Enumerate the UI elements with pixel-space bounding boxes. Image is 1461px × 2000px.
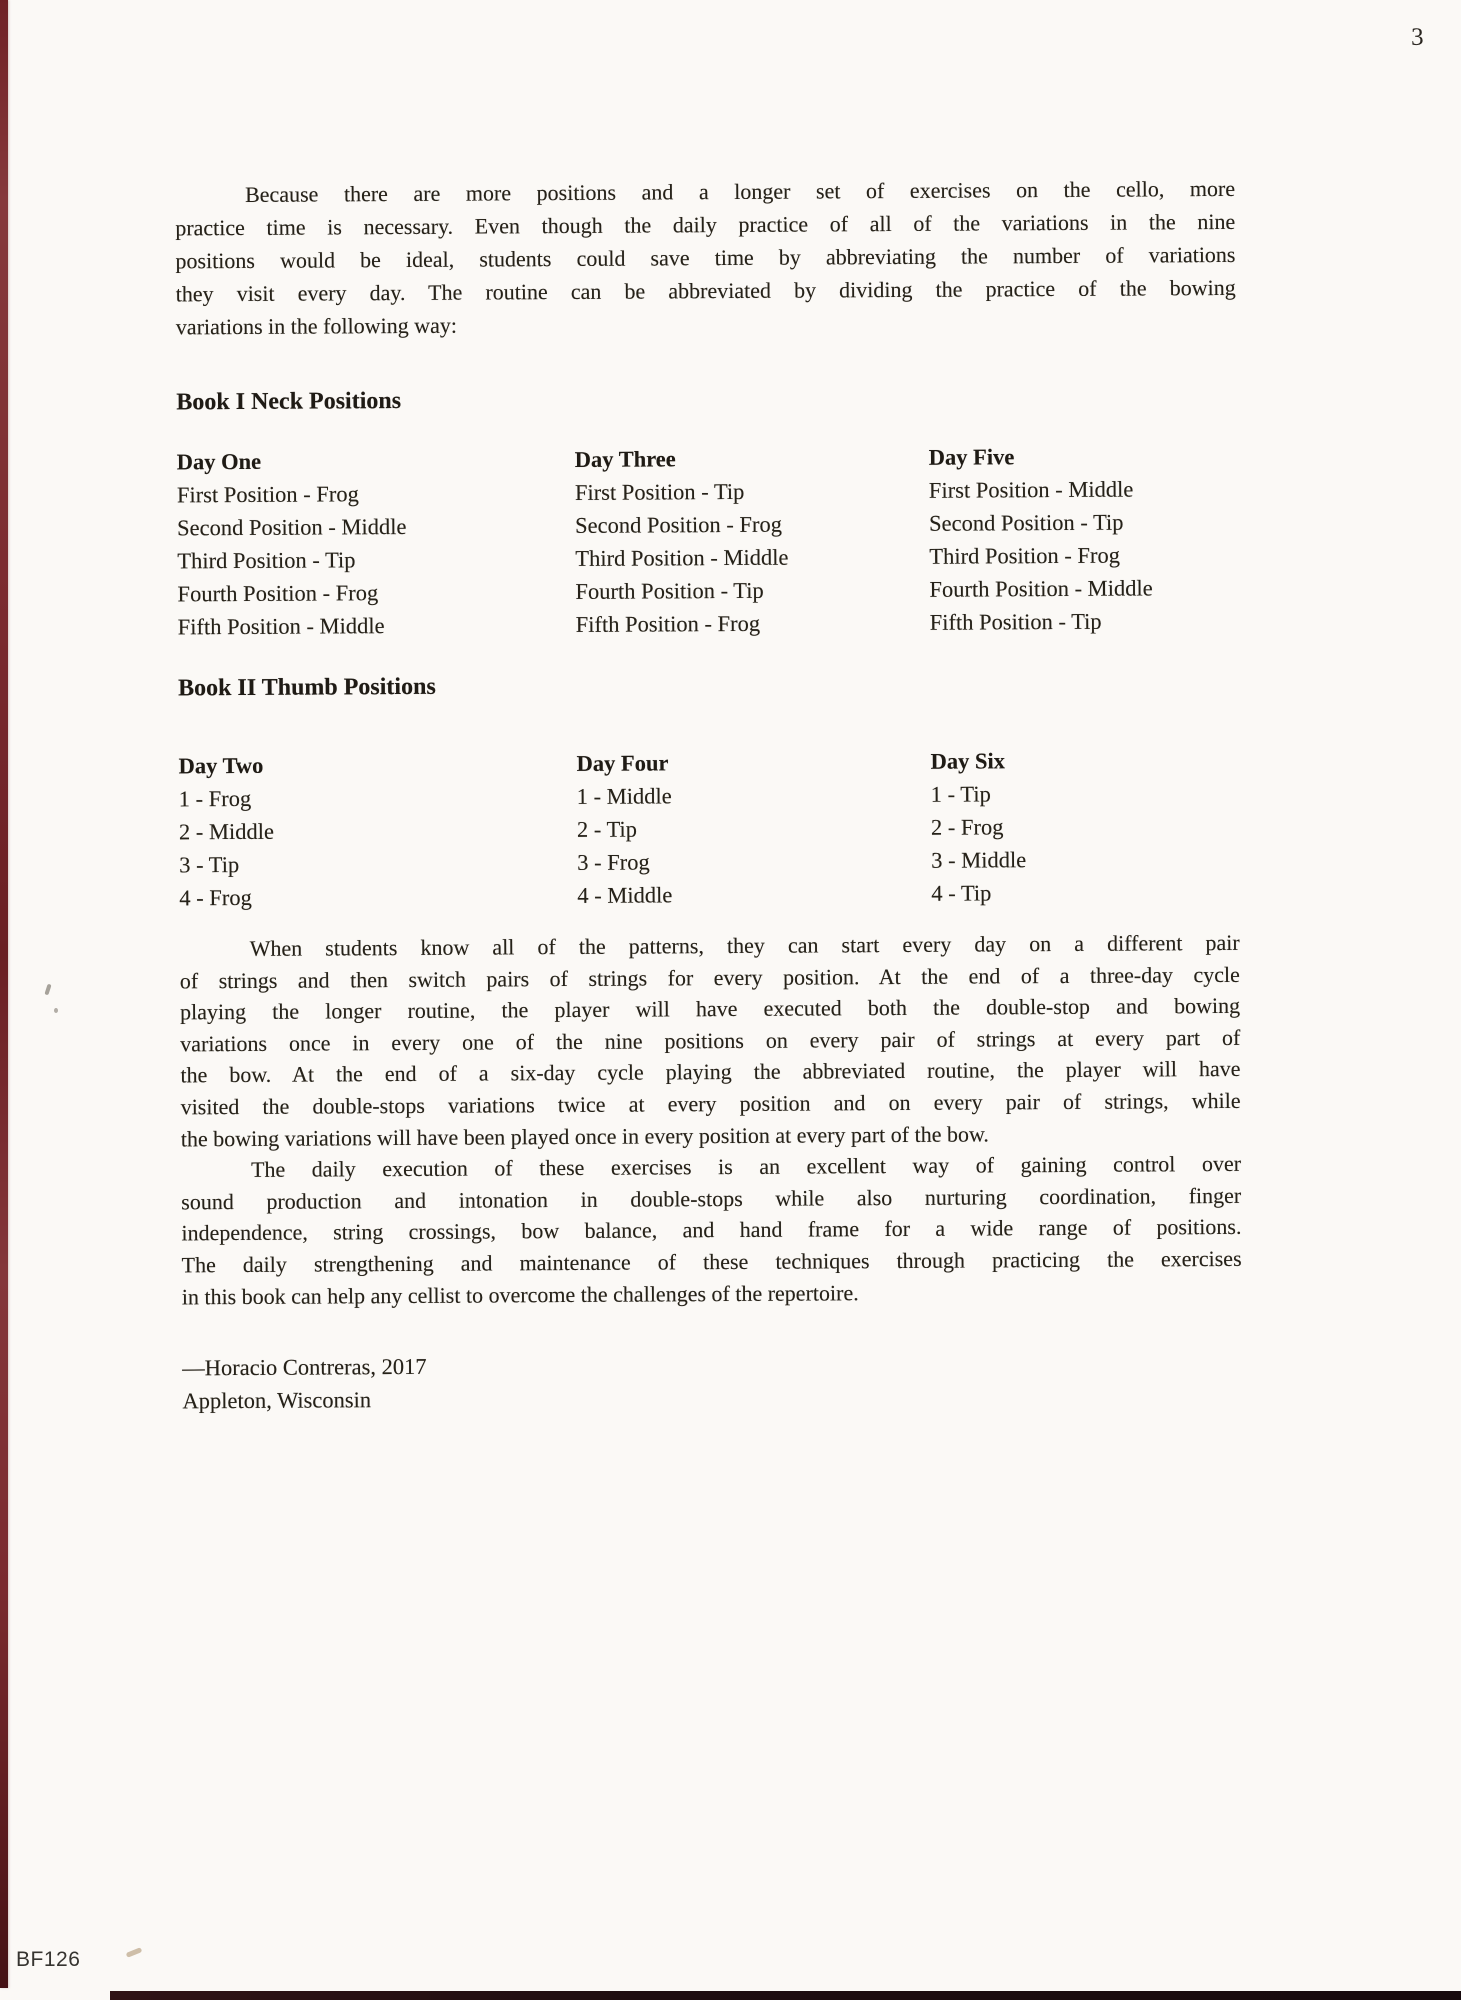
schedule-item: Fifth Position - Middle: [177, 613, 385, 640]
schedule-column-day-four: [576, 745, 927, 912]
schedule-item: Fifth Position - Frog: [575, 610, 761, 637]
schedule-item: Third Position - Middle: [575, 544, 789, 571]
schedule-item: 3 - Tip: [179, 851, 240, 878]
schedule-item: 4 - Tip: [931, 880, 992, 906]
schedule-item: Second Position - Tip: [929, 509, 1124, 536]
paragraph-line: they visit every day. The routine can be abbreviated by dividing the practice of the bowing: [175, 274, 1236, 307]
paragraph-line: visited the double-stops variations twice at every position and on every pair of strings, while: [180, 1087, 1241, 1120]
day-column-items: [929, 472, 1280, 639]
day-column-title: Day Three: [574, 446, 676, 472]
signature-location: Appleton, Wisconsin: [182, 1387, 372, 1414]
intro-paragraph: [175, 176, 1236, 347]
paragraph-line: in this book can help any cellist to overcome the challenges of the repertoire.: [181, 1279, 859, 1309]
schedule-item: Second Position - Middle: [177, 513, 407, 541]
closing-paragraphs: [180, 930, 1242, 1316]
day-column-items: [931, 776, 1282, 910]
schedule-item: Third Position - Frog: [929, 542, 1121, 569]
day-column-items: [177, 476, 528, 643]
schedule-item: 1 - Middle: [576, 783, 672, 809]
schedule-column-day-five: [929, 439, 1280, 639]
paragraph-line: of strings and then switch pairs of strings for every position. At the end of a three-day cycle: [179, 961, 1240, 993]
day-column-title: Day Six: [930, 748, 1006, 774]
paragraph-line: The daily execution of these exercises is an excellent way of gaining control over: [250, 1151, 1242, 1183]
schedule-item: Fifth Position - Tip: [929, 608, 1102, 635]
schedule-item: Fourth Position - Frog: [177, 580, 379, 607]
schedule-item: 1 - Frog: [178, 785, 252, 812]
page-number: 3: [1411, 23, 1424, 51]
closing-paragraph-1: [180, 930, 1241, 1158]
schedule-item: 4 - Frog: [179, 884, 252, 911]
schedule-column-day-three: [575, 441, 926, 641]
paragraph-line: variations once in every one of the nine positions on every pair of strings at every part of: [180, 1024, 1241, 1057]
day-column-items: [577, 778, 928, 912]
day-column-items: [179, 780, 530, 914]
schedule-item: 2 - Tip: [576, 816, 638, 842]
paragraph-line: sound production and intonation in double-stops while also nurturing coordination, finger: [181, 1182, 1242, 1215]
paragraph-line: Because there are more positions and a longer set of exercises on the cello, more: [244, 175, 1236, 207]
day-column-title: Day Four: [576, 750, 669, 776]
schedule-item: First Position - Tip: [574, 478, 745, 505]
day-column-title: Day One: [176, 448, 262, 475]
schedule-column-day-two: [178, 747, 529, 914]
paragraph-line: the bowing variations will have been played once in every position at every part of the bow.: [180, 1120, 989, 1151]
schedule-item: Third Position - Tip: [177, 547, 356, 574]
day-column-title: Day Five: [928, 444, 1015, 470]
paragraph-line: the bow. At the end of a six-day cycle playing the abbreviated routine, the player will have: [180, 1056, 1241, 1088]
schedule-item: Fourth Position - Tip: [575, 577, 764, 604]
schedule-item: 3 - Frog: [577, 849, 650, 875]
paragraph-line: playing the longer routine, the player will have executed both the double-stop and bowing: [179, 993, 1241, 1025]
schedule-item: First Position - Middle: [928, 476, 1134, 503]
section-heading-book-1: Book I Neck Positions: [176, 387, 402, 416]
signature-author: —Horacio Contreras, 2017: [182, 1353, 427, 1381]
schedule-item: First Position - Frog: [176, 481, 359, 508]
paragraph-line: variations in the following way:: [175, 312, 458, 340]
paragraph-line: The daily strengthening and maintenance of these techniques through practicing the exercises: [181, 1245, 1242, 1278]
paragraph-line: positions would be ideal, students could save time by abbreviating the number of variations: [175, 241, 1236, 274]
schedule-item: 2 - Middle: [178, 818, 275, 845]
schedule-item: 3 - Middle: [931, 847, 1027, 873]
section-heading-book-2: Book II Thumb Positions: [178, 673, 436, 702]
signature-block: [182, 1350, 427, 1417]
closing-paragraph-2: [181, 1151, 1242, 1315]
catalog-code: BF126: [16, 1948, 81, 1971]
schedule-item: Second Position - Frog: [575, 511, 783, 538]
schedule-item: 1 - Tip: [930, 781, 991, 807]
day-column-items: [575, 474, 926, 641]
schedule-column-day-one: [177, 443, 528, 643]
schedule-column-day-six: [930, 743, 1281, 910]
paragraph-line: independence, string crossings, bow balance, and hand frame for a wide range of positions.: [181, 1214, 1242, 1246]
schedule-item: 2 - Frog: [930, 814, 1004, 840]
schedule-item: 4 - Middle: [577, 882, 673, 908]
paragraph-line: When students know all of the patterns, they can start every day on a different pair: [249, 929, 1240, 961]
day-column-title: Day Two: [178, 752, 264, 779]
schedule-item: Fourth Position - Middle: [929, 575, 1153, 602]
paragraph-line: practice time is necessary. Even though the daily practice of all of the variations in the nine: [175, 208, 1236, 241]
